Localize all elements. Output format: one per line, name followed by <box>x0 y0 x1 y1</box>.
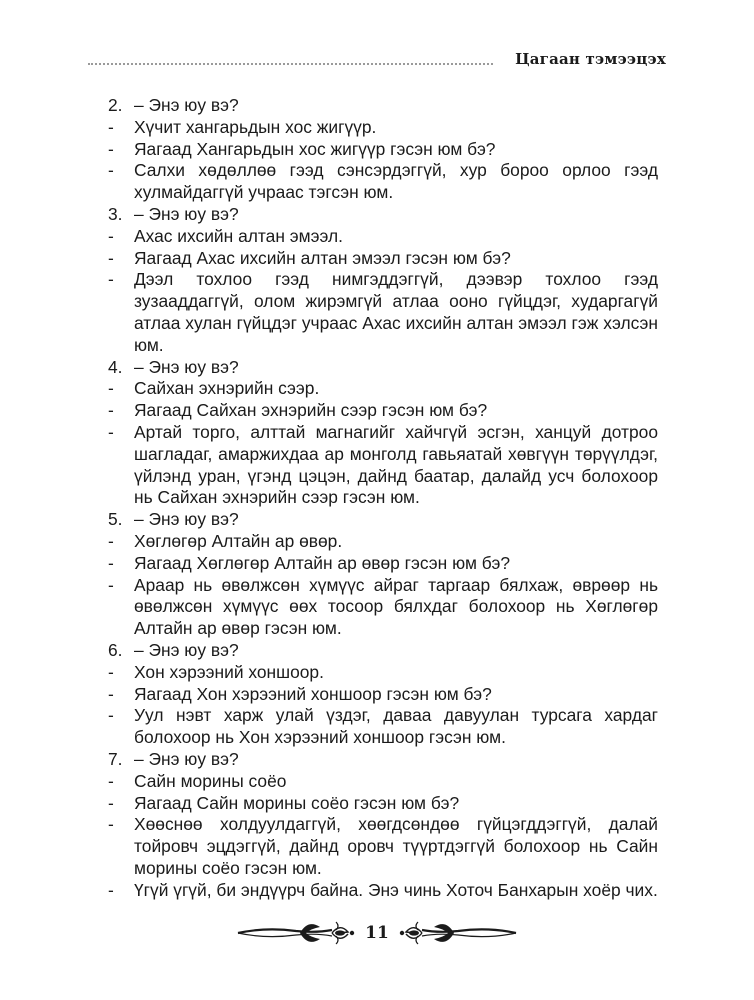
line-text: Сайхан эхнэрийн сээр. <box>134 378 320 399</box>
line-marker: - <box>108 225 114 246</box>
dialogue-line <box>108 400 658 422</box>
riddle-question <box>108 509 658 531</box>
line-marker: - <box>108 792 114 813</box>
line-marker: - <box>108 378 114 399</box>
line-text: – Энэ юу вэ? <box>134 748 239 769</box>
riddle-question <box>108 357 658 379</box>
dialogue-line <box>108 378 658 400</box>
line-marker: - <box>108 247 114 268</box>
line-marker: - <box>108 269 114 290</box>
line-text: Дээл тохлоо гээд нимгэддэггүй, дээвэр тохлоо гээд зузааддаггүй, олом жирэмгүй атлаа ооно гүйцдэг, хударгагүй атлаа хулан гүйцдэг учраас Ахас ихсийн алтан эмээл гэж хэлсэн юм. <box>134 269 658 355</box>
page-number: 11 <box>365 923 389 943</box>
line-text: Яагаад Сайн морины соёо гэсэн юм бэ? <box>134 792 460 813</box>
line-marker: 4. <box>108 356 123 377</box>
riddle-question <box>108 749 658 771</box>
dialogue-line <box>108 160 658 204</box>
dialogue-line <box>108 139 658 161</box>
riddle-question <box>108 640 658 662</box>
line-text: Уул нэвт харж улай үздэг, даваа давуулан турсага хардаг болохоор нь Хон хэрээний хоншоор гэсэн юм. <box>134 705 658 748</box>
dialogue-line <box>108 814 658 879</box>
line-text: Араар нь өвөлжсөн хүмүүс айраг таргаар бялхаж, өврөөр нь өвөлжсөн хүмүүс өөх тосоор бялхдаг болохоор нь Хөглөгөр Алтайн ар өвөр гэсэн юм. <box>134 574 658 639</box>
line-text: Хүчит хангарьдын хос жигүүр. <box>134 116 377 137</box>
line-text: Сайн морины соёо <box>134 770 287 791</box>
line-text: – Энэ юу вэ? <box>134 203 239 224</box>
line-marker: - <box>108 705 114 726</box>
dialogue-line <box>108 553 658 575</box>
line-text: – Энэ юу вэ? <box>134 95 239 115</box>
line-text: Үгүй үгүй, би эндүүрч байна. Энэ чинь Хоточ Банхарын хоёр чих. <box>134 879 658 900</box>
dialogue-line <box>108 226 658 248</box>
dialogue-line <box>108 248 658 270</box>
line-marker: - <box>108 574 114 595</box>
line-text: Артай торго, алттай магнагийг хайчгүй эсгэн, ханцуй дотроо шагладаг, амаржихдаа ар монголд гавьяатай хөвгүүн төрүүлдэг, үйлэнд уран, үгэнд цэцэн, дайнд баатар, далайд усч болохоор нь Сайхан эхнэрийн сээр гэсэн юм. <box>134 421 658 508</box>
line-text: – Энэ юу вэ? <box>134 356 239 377</box>
dialogue-line <box>108 793 658 815</box>
line-text: Хөглөгөр Алтайн ар өвөр. <box>134 530 343 551</box>
line-marker: - <box>108 160 114 181</box>
page-header <box>88 50 666 74</box>
line-marker: - <box>108 552 114 573</box>
line-marker: - <box>108 683 114 704</box>
riddle-question <box>108 95 658 117</box>
dialogue-line <box>108 705 658 749</box>
line-marker: 3. <box>108 203 123 224</box>
line-text: – Энэ юу вэ? <box>134 509 239 530</box>
line-marker: - <box>108 814 114 835</box>
line-text: – Энэ юу вэ? <box>134 639 239 660</box>
header-dotted-rule <box>88 63 493 65</box>
line-marker: - <box>108 879 114 900</box>
line-text: Яагаад Хөглөгөр Алтайн ар өвөр гэсэн юм бэ? <box>134 552 511 573</box>
line-marker: - <box>108 530 114 551</box>
header-title: Цагаан тэмээцэх <box>515 50 666 68</box>
line-marker: 6. <box>108 639 123 660</box>
line-text: Яагаад Сайхан эхнэрийн сээр гэсэн юм бэ? <box>134 400 488 421</box>
dialogue-line <box>108 422 658 509</box>
riddle-question <box>108 204 658 226</box>
line-text: Хон хэрээний хоншоор. <box>134 661 324 682</box>
line-text: Хөөснөө холдуулдаггүй, хөөгдсөндөө гүйцэгддэггүй, далай тойровч эцдэггүй, дайнд оровч түүртдэггүй болохоор нь Сайн морины соёо гэсэн юм. <box>134 814 658 878</box>
line-marker: 5. <box>108 509 123 530</box>
dialogue-line <box>108 117 658 139</box>
dialogue-line <box>108 880 658 902</box>
line-marker: - <box>108 770 114 791</box>
line-text: Яагаад Ахас ихсийн алтан эмээл гэсэн юм бэ? <box>134 247 511 268</box>
line-marker: - <box>108 661 114 682</box>
line-marker: 2. <box>108 95 123 115</box>
dialogue-line <box>108 269 658 356</box>
dialogue-line <box>108 771 658 793</box>
line-marker: 7. <box>108 748 123 769</box>
line-text: Яагаад Хангарьдын хос жигүүр гэсэн юм бэ? <box>134 138 496 159</box>
line-text: Яагаад Хон хэрээний хоншоор гэсэн юм бэ? <box>134 683 492 704</box>
dialogue-line <box>108 662 658 684</box>
right-ornament-icon <box>398 916 518 950</box>
line-marker: - <box>108 400 114 421</box>
line-text: Салхи хөдөллөө гээд сэнсэрдэггүй, хур бороо орлоо гээд хулмайдаггүй учраас тэгсэн юм. <box>134 160 658 203</box>
line-marker: - <box>108 138 114 159</box>
dialogue-line <box>108 531 658 553</box>
line-marker: - <box>108 116 114 137</box>
line-marker: - <box>108 421 114 442</box>
page-body <box>108 95 658 901</box>
dialogue-line <box>108 575 658 640</box>
dialogue-line <box>108 684 658 706</box>
page-footer <box>0 916 754 950</box>
line-text: Ахас ихсийн алтан эмээл. <box>134 225 343 246</box>
